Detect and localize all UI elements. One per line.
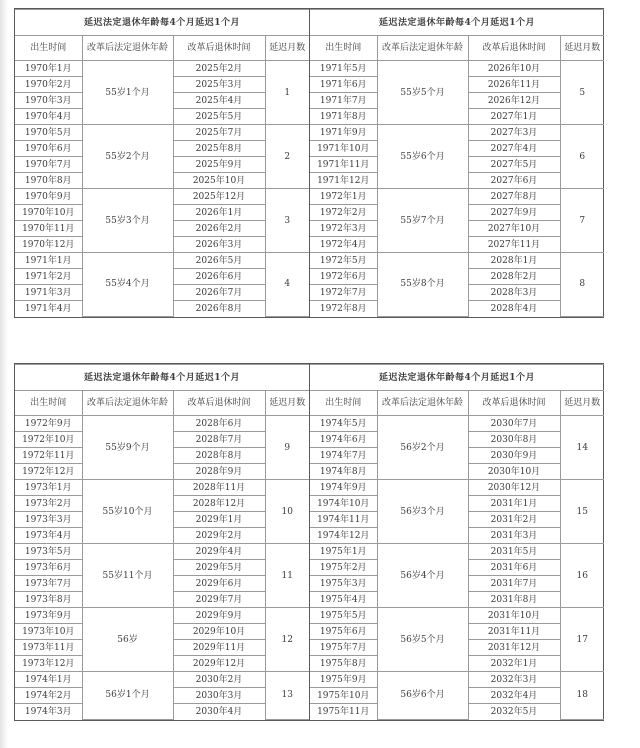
retirement-table	[15, 9, 309, 317]
retirement-age-cell: 56岁2个月	[377, 416, 468, 480]
retirement-date-cell: 2031年5月	[468, 544, 560, 560]
retirement-date-cell: 2027年10月	[468, 221, 560, 237]
retirement-date-cell: 2028年6月	[173, 416, 265, 432]
column-header: 改革后退休时间	[468, 391, 560, 416]
retirement-table	[15, 364, 309, 720]
birth-date-cell: 1973年1月	[15, 480, 82, 496]
retirement-date-cell: 2027年6月	[468, 173, 560, 189]
retirement-date-cell: 2028年7月	[173, 432, 265, 448]
column-header-row	[15, 36, 309, 61]
retirement-date-cell: 2026年11月	[468, 77, 560, 93]
retirement-date-cell: 2032年1月	[468, 656, 560, 672]
retirement-date-cell: 2028年9月	[173, 464, 265, 480]
retirement-age-cell: 55岁6个月	[377, 125, 468, 189]
table-title: 延迟法定退休年龄每4个月延迟1个月	[15, 365, 309, 391]
retirement-date-cell: 2028年11月	[173, 480, 265, 496]
retirement-age-cell: 56岁4个月	[377, 544, 468, 608]
birth-date-cell: 1975年9月	[310, 672, 377, 688]
table-row	[15, 253, 309, 269]
retirement-age-cell: 55岁3个月	[82, 189, 173, 253]
retirement-age-cell: 55岁7个月	[377, 189, 468, 253]
retirement-age-cell: 55岁10个月	[82, 480, 173, 544]
retirement-date-cell: 2025年4月	[173, 93, 265, 109]
birth-date-cell: 1975年8月	[310, 656, 377, 672]
retirement-date-cell: 2029年7月	[173, 592, 265, 608]
delay-months-cell: 6	[560, 125, 604, 189]
table-half-right	[309, 364, 603, 720]
table-title-row	[310, 10, 604, 36]
birth-date-cell: 1974年10月	[310, 496, 377, 512]
birth-date-cell: 1970年12月	[15, 237, 82, 253]
birth-date-cell: 1975年11月	[310, 704, 377, 720]
delay-months-cell: 2	[265, 125, 309, 189]
delay-months-cell: 3	[265, 189, 309, 253]
retirement-date-cell: 2032年4月	[468, 688, 560, 704]
birth-date-cell: 1970年4月	[15, 109, 82, 125]
birth-date-cell: 1970年7月	[15, 157, 82, 173]
retirement-date-cell: 2031年11月	[468, 624, 560, 640]
retirement-date-cell: 2030年12月	[468, 480, 560, 496]
birth-date-cell: 1971年12月	[310, 173, 377, 189]
table-row	[310, 480, 604, 496]
retirement-age-cell: 55岁1个月	[82, 61, 173, 125]
retirement-date-cell: 2031年6月	[468, 560, 560, 576]
retirement-date-cell: 2026年10月	[468, 61, 560, 77]
birth-date-cell: 1970年10月	[15, 205, 82, 221]
delay-months-cell: 11	[265, 544, 309, 608]
retirement-date-cell: 2029年6月	[173, 576, 265, 592]
birth-date-cell: 1975年3月	[310, 576, 377, 592]
retirement-table-panel-1	[14, 8, 604, 318]
retirement-date-cell: 2031年7月	[468, 576, 560, 592]
retirement-date-cell: 2025年7月	[173, 125, 265, 141]
retirement-date-cell: 2031年2月	[468, 512, 560, 528]
table-half-left	[15, 9, 309, 317]
table-row	[15, 608, 309, 624]
column-header: 出生时间	[15, 36, 82, 61]
birth-date-cell: 1971年9月	[310, 125, 377, 141]
table-title: 延迟法定退休年龄每4个月延迟1个月	[310, 365, 604, 391]
table-half-right	[309, 9, 603, 317]
retirement-age-cell: 56岁5个月	[377, 608, 468, 672]
column-header: 延迟月数	[265, 391, 309, 416]
birth-date-cell: 1974年12月	[310, 528, 377, 544]
table-row	[15, 672, 309, 688]
retirement-date-cell: 2028年12月	[173, 496, 265, 512]
delay-months-cell: 17	[560, 608, 604, 672]
birth-date-cell: 1972年9月	[15, 416, 82, 432]
retirement-date-cell: 2025年3月	[173, 77, 265, 93]
retirement-date-cell: 2030年3月	[173, 688, 265, 704]
birth-date-cell: 1974年1月	[15, 672, 82, 688]
birth-date-cell: 1971年7月	[310, 93, 377, 109]
delay-months-cell: 8	[560, 253, 604, 317]
retirement-date-cell: 2025年2月	[173, 61, 265, 77]
retirement-date-cell: 2029年10月	[173, 624, 265, 640]
birth-date-cell: 1973年5月	[15, 544, 82, 560]
retirement-date-cell: 2026年2月	[173, 221, 265, 237]
birth-date-cell: 1972年5月	[310, 253, 377, 269]
retirement-date-cell: 2029年12月	[173, 656, 265, 672]
retirement-date-cell: 2026年7月	[173, 285, 265, 301]
table-row	[15, 189, 309, 205]
table-row	[15, 125, 309, 141]
retirement-age-cell: 55岁2个月	[82, 125, 173, 189]
retirement-age-cell: 56岁6个月	[377, 672, 468, 720]
delay-months-cell: 15	[560, 480, 604, 544]
delay-months-cell: 1	[265, 61, 309, 125]
column-header: 改革后退休时间	[173, 391, 265, 416]
birth-date-cell: 1973年7月	[15, 576, 82, 592]
retirement-age-cell: 56岁1个月	[82, 672, 173, 720]
delay-months-cell: 16	[560, 544, 604, 608]
birth-date-cell: 1973年9月	[15, 608, 82, 624]
birth-date-cell: 1970年6月	[15, 141, 82, 157]
column-header-row	[310, 391, 604, 416]
column-header: 改革后退休时间	[468, 36, 560, 61]
birth-date-cell: 1975年6月	[310, 624, 377, 640]
retirement-date-cell: 2028年2月	[468, 269, 560, 285]
table-row	[310, 608, 604, 624]
birth-date-cell: 1975年4月	[310, 592, 377, 608]
retirement-date-cell: 2025年8月	[173, 141, 265, 157]
retirement-age-cell: 56岁3个月	[377, 480, 468, 544]
birth-date-cell: 1971年10月	[310, 141, 377, 157]
birth-date-cell: 1970年5月	[15, 125, 82, 141]
delay-months-cell: 13	[265, 672, 309, 720]
retirement-date-cell: 2026年1月	[173, 205, 265, 221]
retirement-date-cell: 2031年12月	[468, 640, 560, 656]
birth-date-cell: 1975年1月	[310, 544, 377, 560]
retirement-date-cell: 2026年3月	[173, 237, 265, 253]
retirement-date-cell: 2029年2月	[173, 528, 265, 544]
table-row	[15, 480, 309, 496]
retirement-table-panel-2	[14, 363, 604, 721]
birth-date-cell: 1972年12月	[15, 464, 82, 480]
birth-date-cell: 1972年10月	[15, 432, 82, 448]
retirement-date-cell: 2027年4月	[468, 141, 560, 157]
column-header: 延迟月数	[265, 36, 309, 61]
birth-date-cell: 1972年11月	[15, 448, 82, 464]
retirement-date-cell: 2029年4月	[173, 544, 265, 560]
column-header: 出生时间	[15, 391, 82, 416]
column-header: 改革后法定退休年龄	[377, 36, 468, 61]
table-row	[310, 189, 604, 205]
table-row	[310, 253, 604, 269]
birth-date-cell: 1972年8月	[310, 301, 377, 317]
retirement-date-cell: 2030年7月	[468, 416, 560, 432]
retirement-date-cell: 2028年8月	[173, 448, 265, 464]
retirement-age-cell: 55岁8个月	[377, 253, 468, 317]
retirement-table	[310, 364, 604, 720]
birth-date-cell: 1974年9月	[310, 480, 377, 496]
table-row	[310, 125, 604, 141]
birth-date-cell: 1973年12月	[15, 656, 82, 672]
retirement-date-cell: 2027年9月	[468, 205, 560, 221]
retirement-date-cell: 2027年1月	[468, 109, 560, 125]
retirement-date-cell: 2029年9月	[173, 608, 265, 624]
birth-date-cell: 1971年1月	[15, 253, 82, 269]
birth-date-cell: 1971年2月	[15, 269, 82, 285]
column-header-row	[310, 36, 604, 61]
birth-date-cell: 1974年11月	[310, 512, 377, 528]
birth-date-cell: 1974年3月	[15, 704, 82, 720]
birth-date-cell: 1972年6月	[310, 269, 377, 285]
birth-date-cell: 1971年4月	[15, 301, 82, 317]
birth-date-cell: 1973年4月	[15, 528, 82, 544]
birth-date-cell: 1974年7月	[310, 448, 377, 464]
retirement-table	[310, 9, 604, 317]
retirement-date-cell: 2029年11月	[173, 640, 265, 656]
delay-months-cell: 12	[265, 608, 309, 672]
column-header-row	[15, 391, 309, 416]
retirement-date-cell: 2028年1月	[468, 253, 560, 269]
table-row	[15, 416, 309, 432]
table-title-row	[15, 10, 309, 36]
retirement-date-cell: 2030年10月	[468, 464, 560, 480]
birth-date-cell: 1974年2月	[15, 688, 82, 704]
table-row	[310, 544, 604, 560]
birth-date-cell: 1972年3月	[310, 221, 377, 237]
retirement-age-cell: 55岁11个月	[82, 544, 173, 608]
birth-date-cell: 1974年6月	[310, 432, 377, 448]
birth-date-cell: 1973年6月	[15, 560, 82, 576]
birth-date-cell: 1971年11月	[310, 157, 377, 173]
delay-months-cell: 14	[560, 416, 604, 480]
column-header: 出生时间	[310, 36, 377, 61]
table-half-left	[15, 364, 309, 720]
retirement-date-cell: 2030年8月	[468, 432, 560, 448]
page-edge-shadow	[0, 0, 8, 748]
birth-date-cell: 1972年4月	[310, 237, 377, 253]
birth-date-cell: 1973年10月	[15, 624, 82, 640]
delay-months-cell: 18	[560, 672, 604, 720]
table-row	[310, 61, 604, 77]
column-header: 出生时间	[310, 391, 377, 416]
retirement-date-cell: 2027年11月	[468, 237, 560, 253]
birth-date-cell: 1970年2月	[15, 77, 82, 93]
birth-date-cell: 1970年8月	[15, 173, 82, 189]
retirement-date-cell: 2027年8月	[468, 189, 560, 205]
birth-date-cell: 1971年8月	[310, 109, 377, 125]
birth-date-cell: 1971年5月	[310, 61, 377, 77]
delay-months-cell: 10	[265, 480, 309, 544]
birth-date-cell: 1974年8月	[310, 464, 377, 480]
table-row	[310, 672, 604, 688]
retirement-age-cell: 56岁	[82, 608, 173, 672]
column-header: 延迟月数	[560, 391, 604, 416]
birth-date-cell: 1971年3月	[15, 285, 82, 301]
retirement-date-cell: 2027年3月	[468, 125, 560, 141]
retirement-date-cell: 2031年3月	[468, 528, 560, 544]
retirement-date-cell: 2026年5月	[173, 253, 265, 269]
birth-date-cell: 1975年7月	[310, 640, 377, 656]
retirement-date-cell: 2031年8月	[468, 592, 560, 608]
retirement-date-cell: 2025年9月	[173, 157, 265, 173]
retirement-date-cell: 2032年3月	[468, 672, 560, 688]
retirement-date-cell: 2030年2月	[173, 672, 265, 688]
retirement-date-cell: 2030年9月	[468, 448, 560, 464]
birth-date-cell: 1973年3月	[15, 512, 82, 528]
retirement-date-cell: 2031年1月	[468, 496, 560, 512]
birth-date-cell: 1972年1月	[310, 189, 377, 205]
retirement-date-cell: 2031年10月	[468, 608, 560, 624]
retirement-age-cell: 55岁4个月	[82, 253, 173, 317]
delay-months-cell: 4	[265, 253, 309, 317]
birth-date-cell: 1970年9月	[15, 189, 82, 205]
retirement-date-cell: 2026年12月	[468, 93, 560, 109]
table-row	[310, 416, 604, 432]
delay-months-cell: 5	[560, 61, 604, 125]
birth-date-cell: 1975年10月	[310, 688, 377, 704]
table-row	[15, 61, 309, 77]
delay-months-cell: 9	[265, 416, 309, 480]
retirement-date-cell: 2026年8月	[173, 301, 265, 317]
retirement-date-cell: 2028年4月	[468, 301, 560, 317]
retirement-date-cell: 2029年1月	[173, 512, 265, 528]
birth-date-cell: 1970年11月	[15, 221, 82, 237]
retirement-date-cell: 2028年3月	[468, 285, 560, 301]
table-title-row	[310, 365, 604, 391]
retirement-age-cell: 55岁5个月	[377, 61, 468, 125]
birth-date-cell: 1975年5月	[310, 608, 377, 624]
retirement-date-cell: 2025年5月	[173, 109, 265, 125]
retirement-date-cell: 2030年4月	[173, 704, 265, 720]
table-title: 延迟法定退休年龄每4个月延迟1个月	[310, 10, 604, 36]
birth-date-cell: 1973年8月	[15, 592, 82, 608]
retirement-date-cell: 2026年6月	[173, 269, 265, 285]
retirement-date-cell: 2025年12月	[173, 189, 265, 205]
table-title: 延迟法定退休年龄每4个月延迟1个月	[15, 10, 309, 36]
birth-date-cell: 1972年2月	[310, 205, 377, 221]
column-header: 改革后法定退休年龄	[377, 391, 468, 416]
birth-date-cell: 1973年11月	[15, 640, 82, 656]
birth-date-cell: 1971年6月	[310, 77, 377, 93]
birth-date-cell: 1970年1月	[15, 61, 82, 77]
column-header: 改革后退休时间	[173, 36, 265, 61]
column-header: 延迟月数	[560, 36, 604, 61]
birth-date-cell: 1975年2月	[310, 560, 377, 576]
table-title-row	[15, 365, 309, 391]
retirement-date-cell: 2027年5月	[468, 157, 560, 173]
birth-date-cell: 1974年5月	[310, 416, 377, 432]
birth-date-cell: 1970年3月	[15, 93, 82, 109]
birth-date-cell: 1972年7月	[310, 285, 377, 301]
retirement-date-cell: 2032年5月	[468, 704, 560, 720]
retirement-age-cell: 55岁9个月	[82, 416, 173, 480]
table-row	[15, 544, 309, 560]
retirement-date-cell: 2029年5月	[173, 560, 265, 576]
delay-months-cell: 7	[560, 189, 604, 253]
column-header: 改革后法定退休年龄	[82, 391, 173, 416]
column-header: 改革后法定退休年龄	[82, 36, 173, 61]
birth-date-cell: 1973年2月	[15, 496, 82, 512]
retirement-date-cell: 2025年10月	[173, 173, 265, 189]
